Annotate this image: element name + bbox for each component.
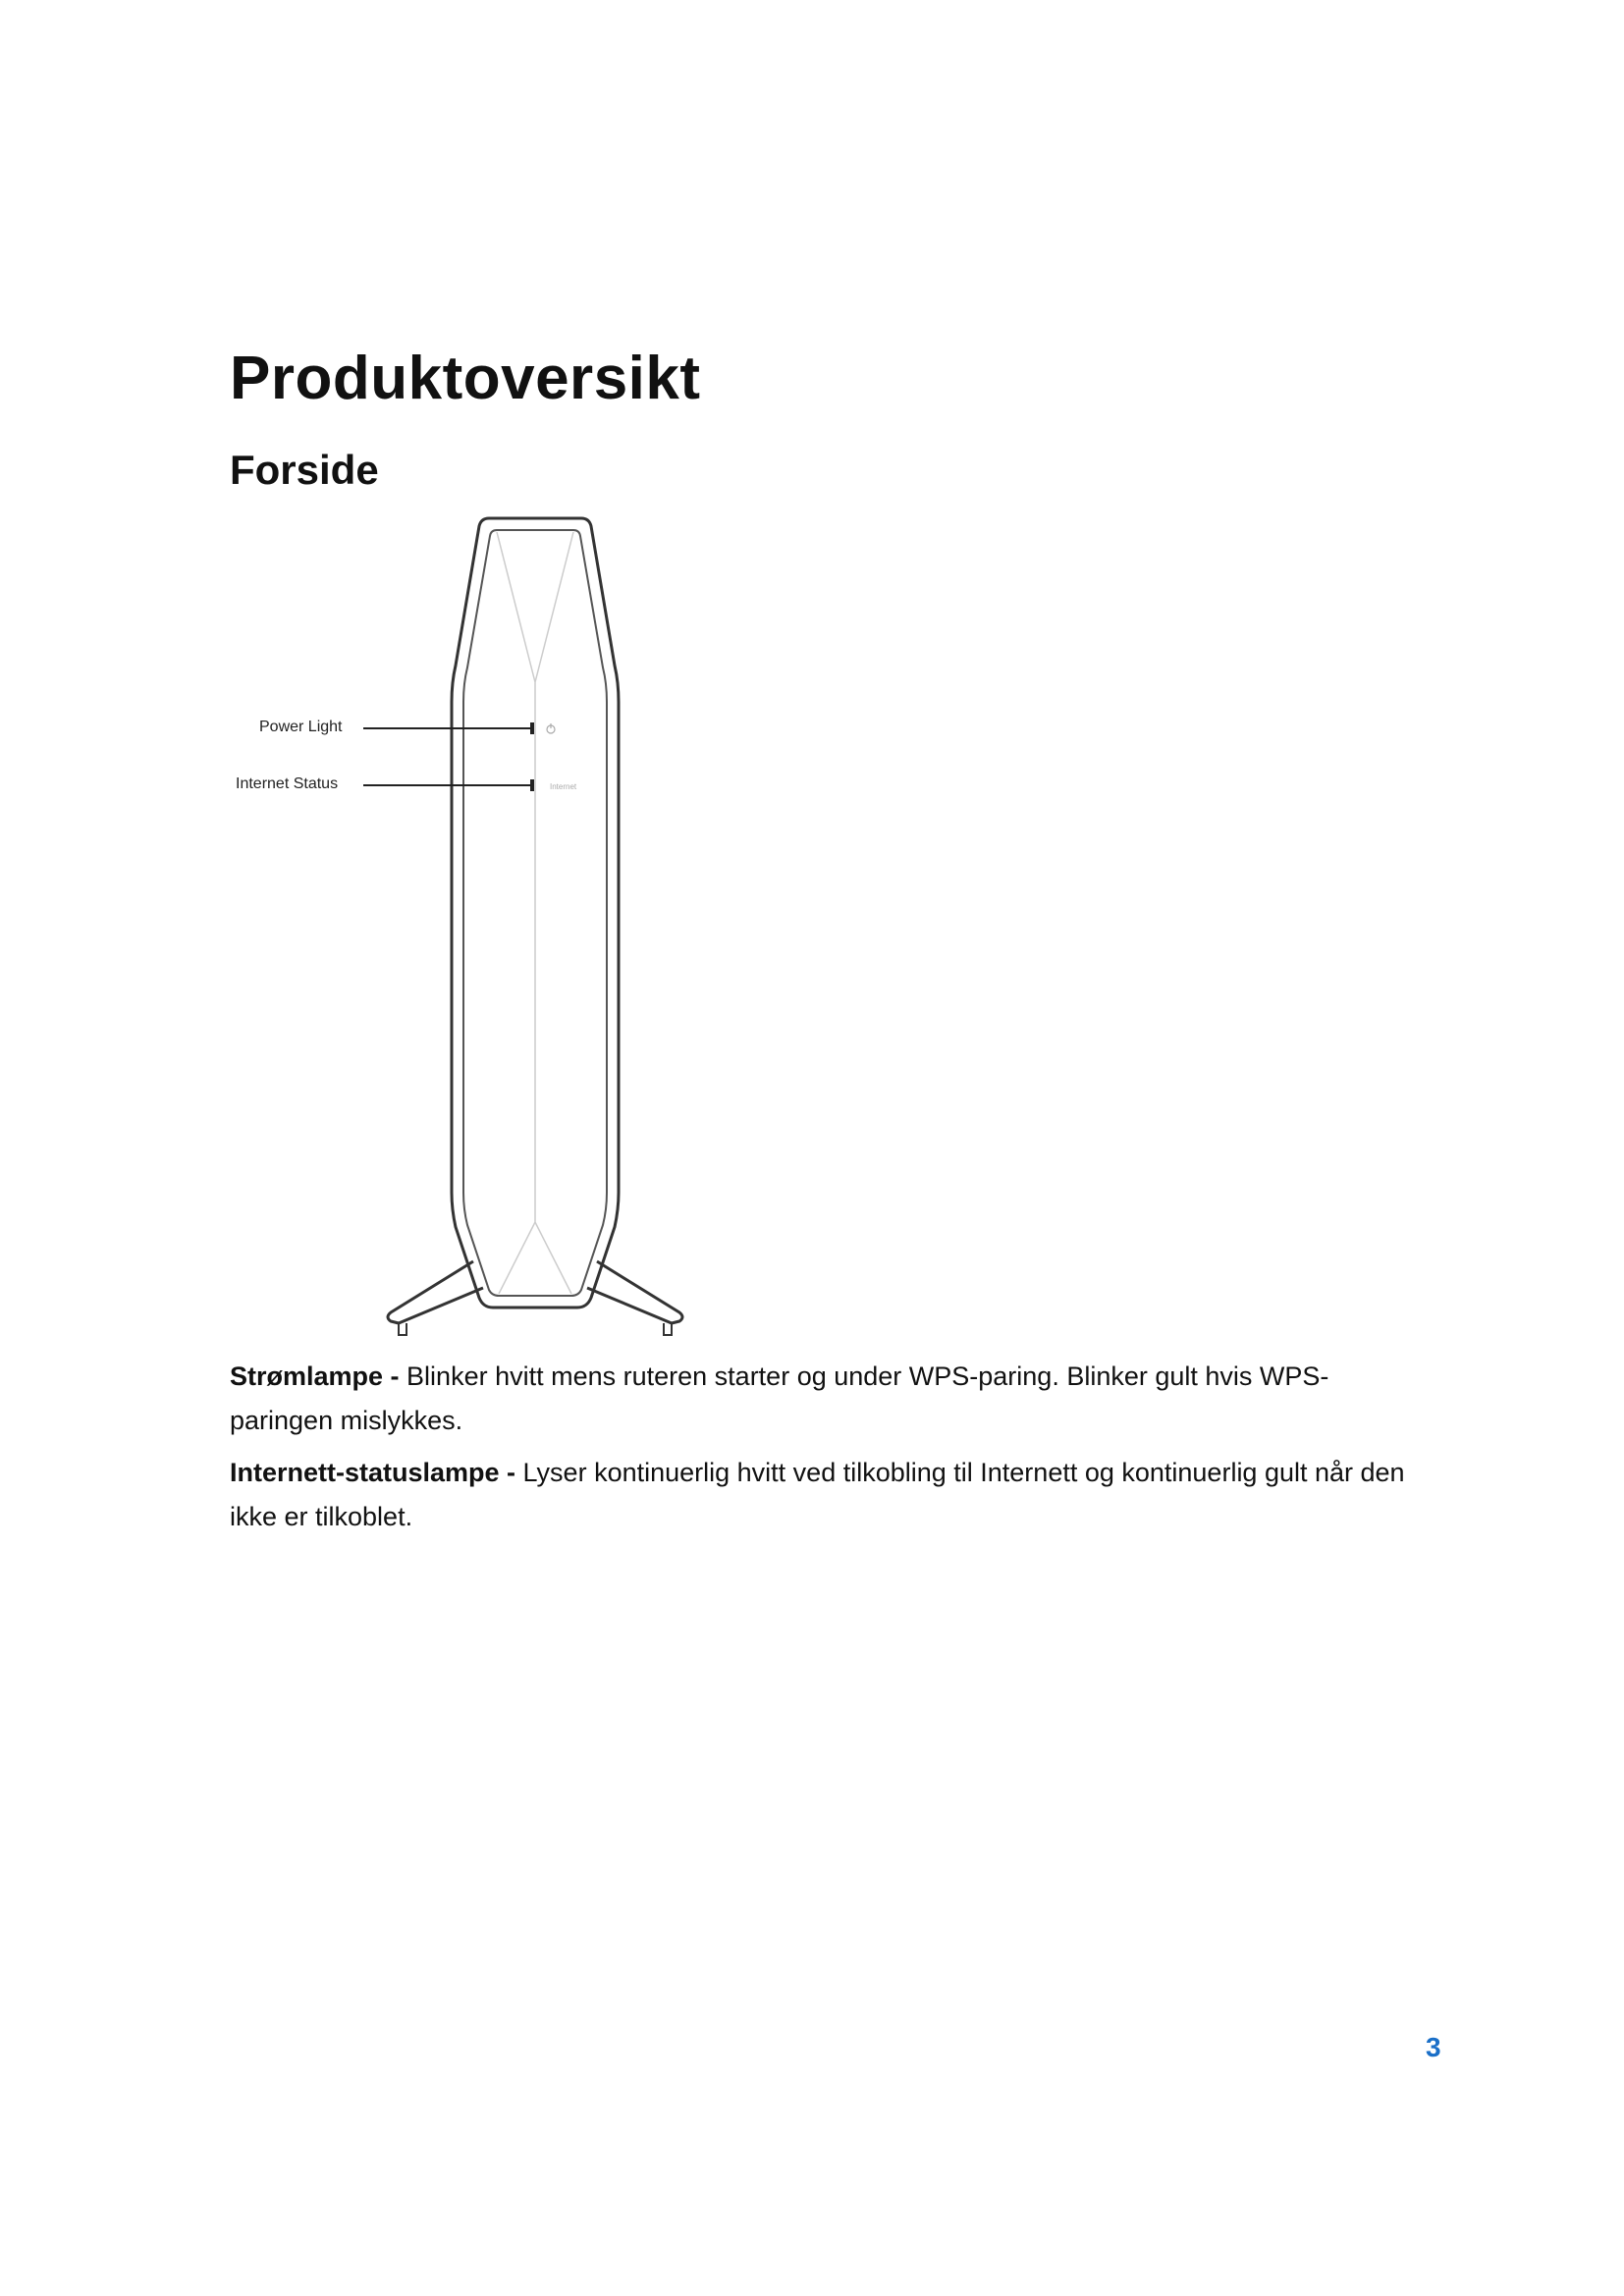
description-text: Blinker hvitt mens ruteren starter og under WPS-paring. Blinker gult hvis WPS-paringen mislykkes. — [230, 1362, 1329, 1435]
router-facet-lines — [497, 532, 573, 1294]
power-light-led — [530, 722, 534, 734]
router-illustration — [226, 510, 697, 1355]
description-term: Strømlampe - — [230, 1362, 407, 1391]
page-number: 3 — [1426, 2032, 1441, 2062]
description-term: Internett-statuslampe - — [230, 1458, 523, 1487]
internet-status-label: Internet Status — [236, 775, 339, 792]
device-internet-label: Internet — [550, 782, 577, 791]
power-icon — [547, 723, 555, 733]
router-front-figure — [226, 510, 697, 1355]
power-light-label: Power Light — [259, 719, 343, 735]
internet-status-led — [530, 779, 534, 791]
internet-status-description — [230, 1451, 1408, 1539]
description-text: Lyser kontinuerlig hvitt ved tilkobling til Internett og kontinuerlig gult når den ikke er tilkoblet. — [230, 1458, 1405, 1531]
page-title: Produktoversikt — [230, 345, 701, 412]
power-light-description — [230, 1355, 1408, 1443]
section-title: Forside — [230, 447, 379, 493]
